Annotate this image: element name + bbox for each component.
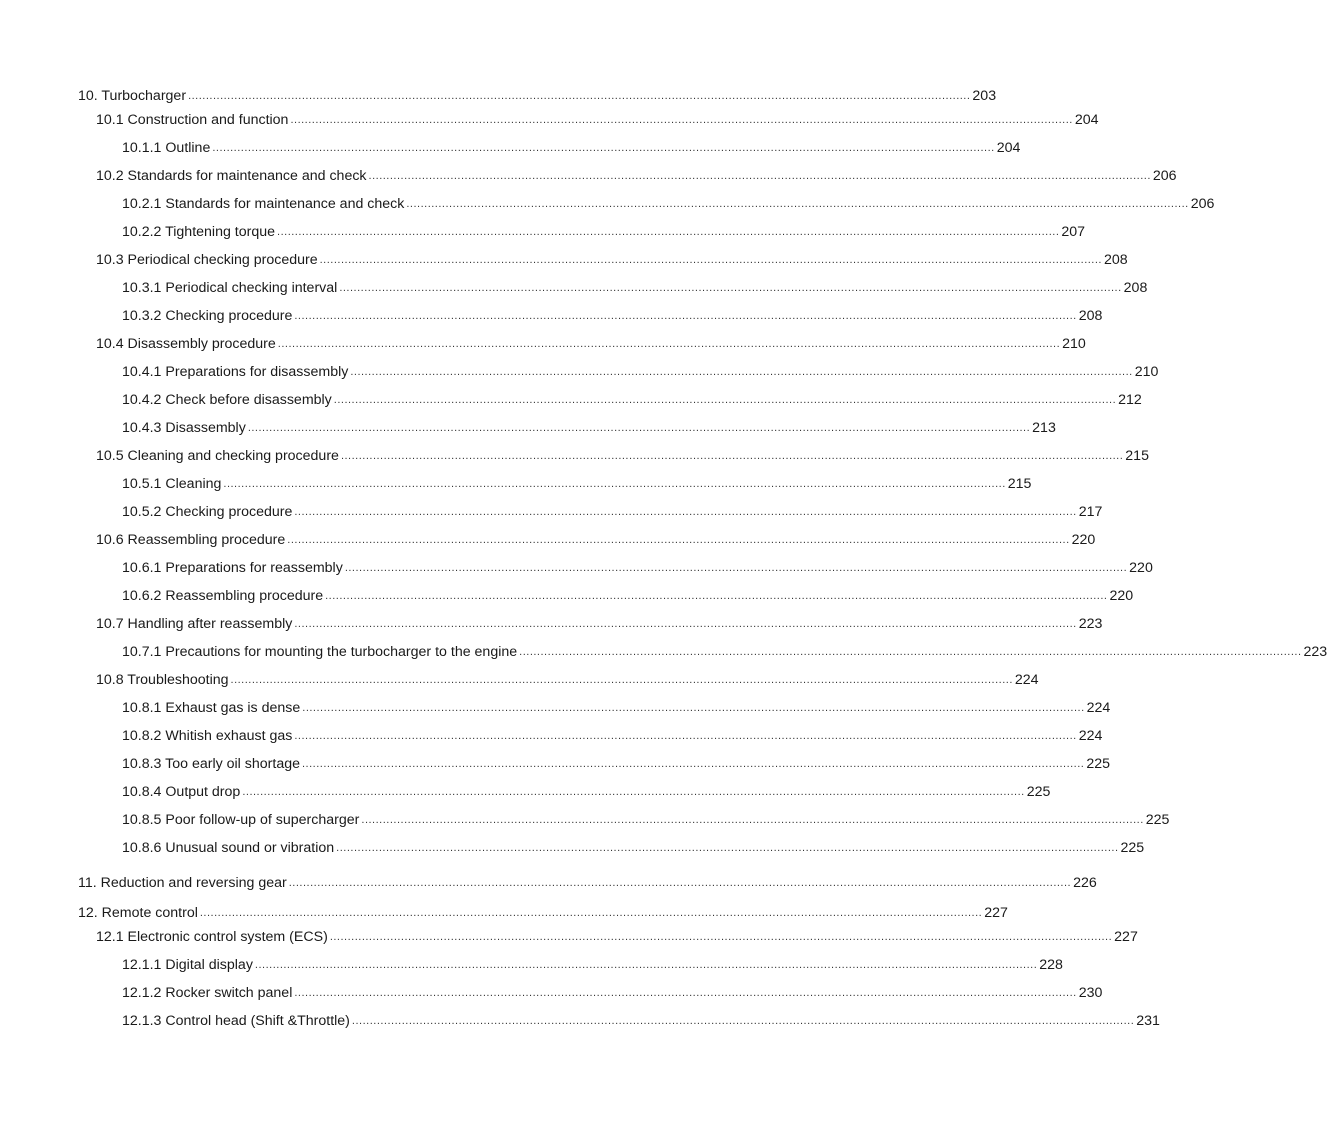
toc-entry-title: 10.8.1 Exhaust gas is dense bbox=[122, 700, 301, 716]
toc-entry-title: 10.4.1 Preparations for disassembly bbox=[122, 364, 349, 380]
dot-leader: ............................................................................................................................................................................................................................ bbox=[254, 959, 1038, 971]
toc-entry[interactable] bbox=[78, 84, 997, 104]
toc-entry-page: 206 bbox=[1152, 168, 1177, 184]
toc-entry-page: 223 bbox=[1078, 616, 1103, 632]
toc-entry-page: 223 bbox=[1303, 644, 1327, 660]
toc-entry[interactable] bbox=[122, 304, 1103, 324]
toc-entry-page: 203 bbox=[972, 88, 997, 104]
toc-entry[interactable] bbox=[122, 780, 1051, 800]
toc-entry-page: 224 bbox=[1086, 700, 1111, 716]
dot-leader: ............................................................................................................................................................................................................................ bbox=[325, 590, 1108, 602]
toc-entry-page: 207 bbox=[1061, 224, 1086, 240]
toc-entry-title: 11. Reduction and reversing gear bbox=[78, 875, 287, 891]
toc-entry-title: 10.8.4 Output drop bbox=[122, 784, 241, 800]
toc-entry-title: 12.1.2 Rocker switch panel bbox=[122, 985, 293, 1001]
toc-entry-title: 10.4 Disassembly procedure bbox=[96, 336, 276, 352]
dot-leader: ............................................................................................................................................................................................................................ bbox=[340, 450, 1124, 462]
toc-entry-title: 10.4.2 Check before disassembly bbox=[122, 392, 332, 408]
toc-entry-title: 10.6.2 Reassembling procedure bbox=[122, 588, 324, 604]
toc-entry-page: 225 bbox=[1026, 784, 1051, 800]
dot-leader: ............................................................................................................................................................................................................................ bbox=[302, 758, 1085, 770]
dot-leader: ............................................................................................................................................................................................................................ bbox=[230, 674, 1013, 686]
toc-entry[interactable] bbox=[122, 724, 1103, 744]
toc-entry[interactable] bbox=[122, 640, 1327, 660]
toc-entry[interactable] bbox=[96, 164, 1177, 184]
toc-entry-page: 225 bbox=[1120, 840, 1145, 856]
toc-entry-page: 227 bbox=[1114, 929, 1138, 945]
toc-entry-page: 226 bbox=[1073, 875, 1097, 891]
toc-entry[interactable] bbox=[122, 416, 1056, 436]
toc-entry-title: 10.7.1 Precautions for mounting the turbocharger to the engine bbox=[122, 644, 518, 660]
toc-entry-title: 10.5.1 Cleaning bbox=[122, 476, 222, 492]
toc-entry-title: 10.8.3 Too early oil shortage bbox=[122, 756, 300, 772]
dot-leader: ............................................................................................................................................................................................................................ bbox=[212, 142, 995, 154]
toc-entry-page: 220 bbox=[1129, 560, 1153, 576]
dot-leader: ............................................................................................................................................................................................................................ bbox=[368, 170, 1151, 182]
toc-entry[interactable] bbox=[122, 556, 1153, 576]
toc-entry[interactable] bbox=[122, 276, 1148, 296]
toc-entry-title: 10.3.2 Checking procedure bbox=[122, 308, 293, 324]
dot-leader: ............................................................................................................................................................................................................................ bbox=[294, 618, 1077, 630]
toc-entry[interactable] bbox=[122, 808, 1170, 828]
toc-entry[interactable] bbox=[122, 360, 1159, 380]
dot-leader: ............................................................................................................................................................................................................................ bbox=[519, 646, 1302, 658]
toc-entry-title: 10.4.3 Disassembly bbox=[122, 420, 246, 436]
toc-entry[interactable] bbox=[122, 696, 1111, 716]
toc-entry-page: 220 bbox=[1109, 588, 1134, 604]
dot-leader: ............................................................................................................................................................................................................................ bbox=[288, 877, 1072, 889]
toc-entry[interactable] bbox=[96, 332, 1086, 352]
toc-entry[interactable] bbox=[122, 220, 1086, 240]
toc-entry-title: 12.1.1 Digital display bbox=[122, 957, 253, 973]
toc-entry[interactable] bbox=[122, 584, 1134, 604]
toc-entry-title: 10.2.2 Tightening torque bbox=[122, 224, 276, 240]
toc-entry-title: 10.8.5 Poor follow-up of supercharger bbox=[122, 812, 360, 828]
toc-entry-page: 230 bbox=[1078, 985, 1103, 1001]
toc-entry[interactable] bbox=[96, 925, 1138, 945]
toc-entry[interactable] bbox=[122, 388, 1142, 408]
dot-leader: ............................................................................................................................................................................................................................ bbox=[277, 338, 1061, 350]
toc-entry-title: 10.1.1 Outline bbox=[122, 140, 211, 156]
toc-entry-title: 10.8.6 Unusual sound or vibration bbox=[122, 840, 335, 856]
dot-leader: ............................................................................................................................................................................................................................ bbox=[339, 282, 1122, 294]
toc-entry-page: 220 bbox=[1071, 532, 1096, 548]
toc-entry-title: 10.6 Reassembling procedure bbox=[96, 532, 286, 548]
toc-entry-title: 12.1 Electronic control system (ECS) bbox=[96, 929, 328, 945]
dot-leader: ............................................................................................................................................................................................................................ bbox=[302, 702, 1085, 714]
toc-entry[interactable] bbox=[122, 192, 1215, 212]
toc-entry[interactable] bbox=[78, 901, 1008, 921]
dot-leader: ............................................................................................................................................................................................................................ bbox=[199, 907, 983, 919]
toc-entry-page: 213 bbox=[1032, 420, 1056, 436]
toc-entry[interactable] bbox=[122, 981, 1103, 1001]
toc-entry-page: 227 bbox=[984, 905, 1008, 921]
toc-entry-page: 228 bbox=[1039, 957, 1063, 973]
toc-entry[interactable] bbox=[96, 528, 1096, 548]
toc-entry-title: 10.5.2 Checking procedure bbox=[122, 504, 293, 520]
dot-leader: ............................................................................................................................................................................................................................ bbox=[188, 90, 971, 102]
dot-leader: ............................................................................................................................................................................................................................ bbox=[223, 478, 1006, 490]
toc-entry-title: 10.1 Construction and function bbox=[96, 112, 289, 128]
toc-entry[interactable] bbox=[122, 752, 1111, 772]
toc-entry-title: 10.8 Troubleshooting bbox=[96, 672, 229, 688]
toc-entry[interactable] bbox=[78, 871, 1097, 891]
toc-entry-page: 206 bbox=[1190, 196, 1215, 212]
toc-entry[interactable] bbox=[96, 444, 1149, 464]
dot-leader: ............................................................................................................................................................................................................................ bbox=[294, 310, 1077, 322]
toc-entry[interactable] bbox=[122, 1009, 1160, 1029]
dot-leader: ............................................................................................................................................................................................................................ bbox=[277, 226, 1060, 238]
toc-entry-page: 215 bbox=[1125, 448, 1149, 464]
dot-leader: ............................................................................................................................................................................................................................ bbox=[351, 1015, 1135, 1027]
toc-entry-page: 208 bbox=[1103, 252, 1128, 268]
toc-entry-page: 204 bbox=[996, 140, 1021, 156]
toc-entry[interactable] bbox=[122, 836, 1145, 856]
toc-entry[interactable] bbox=[122, 472, 1032, 492]
toc-entry-title: 10.6.1 Preparations for reassembly bbox=[122, 560, 343, 576]
toc-entry-title: 10. Turbocharger bbox=[78, 88, 187, 104]
dot-leader: ............................................................................................................................................................................................................................ bbox=[247, 422, 1031, 434]
toc-entry[interactable] bbox=[96, 668, 1039, 688]
toc-entry-title: 10.3 Periodical checking procedure bbox=[96, 252, 318, 268]
toc-entry-title: 10.3.1 Periodical checking interval bbox=[122, 280, 338, 296]
toc-entry-title: 10.2.1 Standards for maintenance and check bbox=[122, 196, 405, 212]
dot-leader: ............................................................................................................................................................................................................................ bbox=[406, 198, 1189, 210]
toc-entry-page: 225 bbox=[1145, 812, 1170, 828]
dot-leader: ............................................................................................................................................................................................................................ bbox=[319, 254, 1102, 266]
toc-entry-page: 212 bbox=[1118, 392, 1142, 408]
toc-entry-page: 224 bbox=[1078, 728, 1103, 744]
toc-entry-page: 208 bbox=[1123, 280, 1148, 296]
dot-leader: ............................................................................................................................................................................................................................ bbox=[294, 506, 1077, 518]
toc-entry-page: 231 bbox=[1136, 1013, 1160, 1029]
toc-entry-page: 208 bbox=[1078, 308, 1103, 324]
dot-leader: ............................................................................................................................................................................................................................ bbox=[294, 987, 1077, 999]
toc-entry-page: 210 bbox=[1134, 364, 1159, 380]
toc-entry-page: 217 bbox=[1078, 504, 1103, 520]
toc-entry-title: 12. Remote control bbox=[78, 905, 198, 921]
toc-entry-title: 10.7 Handling after reassembly bbox=[96, 616, 293, 632]
dot-leader: ............................................................................................................................................................................................................................ bbox=[290, 114, 1073, 126]
toc-entry[interactable] bbox=[122, 500, 1103, 520]
dot-leader: ............................................................................................................................................................................................................................ bbox=[344, 562, 1128, 574]
dot-leader: ............................................................................................................................................................................................................................ bbox=[333, 394, 1117, 406]
toc-entry-page: 204 bbox=[1074, 112, 1099, 128]
dot-leader: ............................................................................................................................................................................................................................ bbox=[336, 842, 1119, 854]
toc-entry-page: 215 bbox=[1007, 476, 1032, 492]
toc-entry[interactable] bbox=[96, 612, 1103, 632]
dot-leader: ............................................................................................................................................................................................................................ bbox=[287, 534, 1070, 546]
dot-leader: ............................................................................................................................................................................................................................ bbox=[294, 730, 1077, 742]
toc-entry[interactable] bbox=[96, 108, 1099, 128]
toc-entry-title: 10.2 Standards for maintenance and check bbox=[96, 168, 367, 184]
dot-leader: ............................................................................................................................................................................................................................ bbox=[242, 786, 1025, 798]
toc-entry-page: 225 bbox=[1086, 756, 1111, 772]
toc-entry-title: 12.1.3 Control head (Shift &Throttle) bbox=[122, 1013, 350, 1029]
dot-leader: ............................................................................................................................................................................................................................ bbox=[350, 366, 1133, 378]
dot-leader: ............................................................................................................................................................................................................................ bbox=[329, 931, 1113, 943]
toc-entry-page: 224 bbox=[1014, 672, 1039, 688]
toc-entry-title: 10.5 Cleaning and checking procedure bbox=[96, 448, 339, 464]
toc-entry-page: 210 bbox=[1062, 336, 1086, 352]
toc-entry[interactable] bbox=[122, 953, 1063, 973]
toc-entry-title: 10.8.2 Whitish exhaust gas bbox=[122, 728, 293, 744]
toc-entry[interactable] bbox=[96, 248, 1128, 268]
dot-leader: ............................................................................................................................................................................................................................ bbox=[361, 814, 1144, 826]
toc-entry[interactable] bbox=[122, 136, 1021, 156]
